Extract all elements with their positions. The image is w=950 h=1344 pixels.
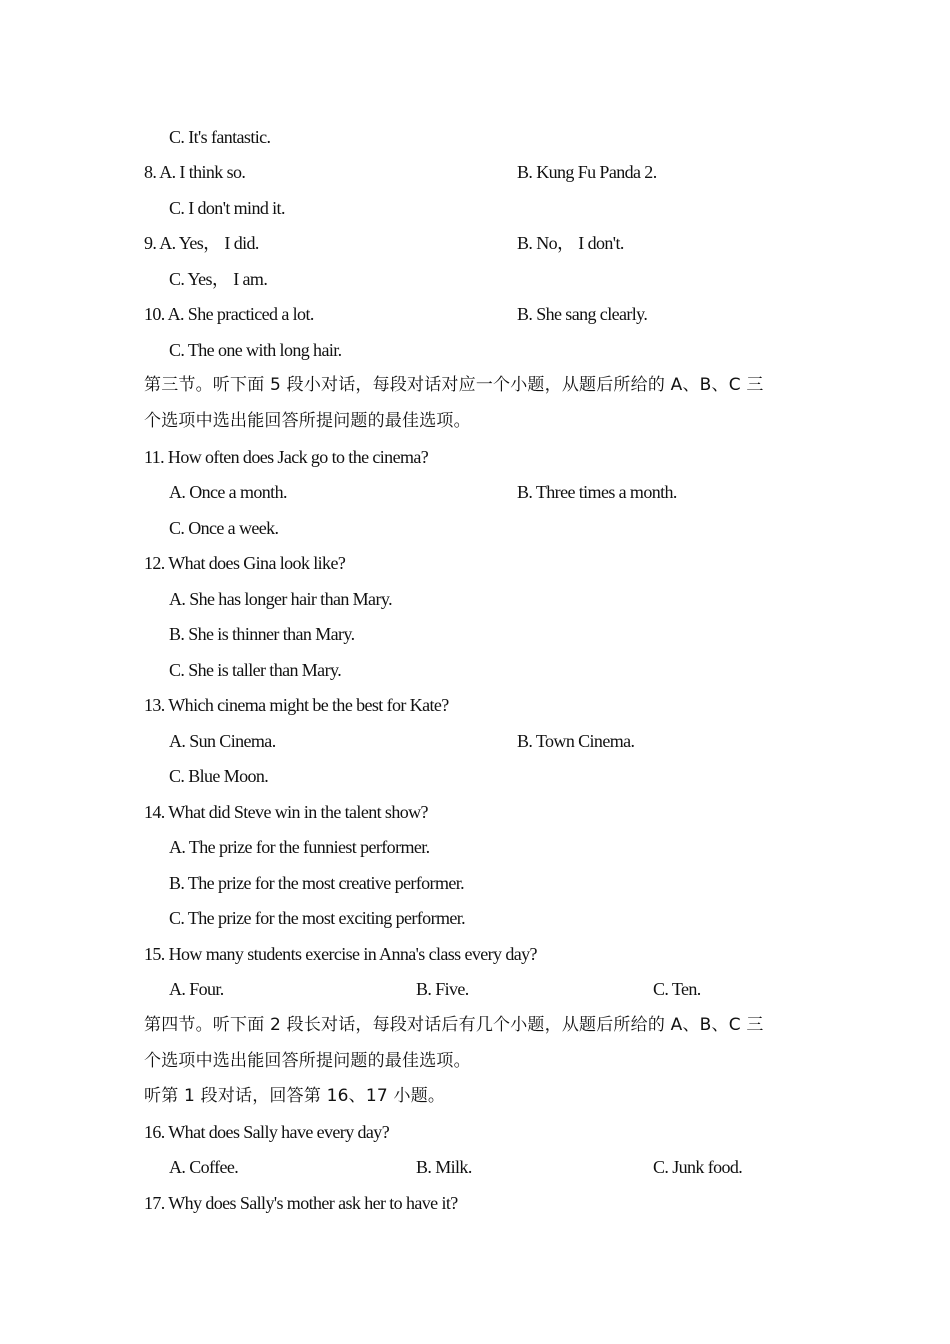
q13-question: 13. Which cinema might be the best for Kate? bbox=[144, 695, 449, 715]
q14-option-c: C. The prize for the most exciting performer. bbox=[169, 908, 466, 928]
q13-option-c: C. Blue Moon. bbox=[169, 766, 269, 786]
q8-option-a: 8. A. I think so. bbox=[144, 162, 246, 182]
q14-option-b: B. The prize for the most creative performer. bbox=[169, 873, 465, 893]
dialogue1-instruction: 听第 1 段对话，回答第 16、17 小题。 bbox=[144, 1086, 446, 1106]
q16-option-c: C. Junk food. bbox=[653, 1157, 743, 1177]
q7-option-c: C. It's fantastic. bbox=[169, 127, 271, 147]
q12-option-c: C. She is taller than Mary. bbox=[169, 660, 342, 680]
q8-option-c: C. I don't mind it. bbox=[169, 198, 285, 218]
q9-option-a: 9. A. Yes， I did. bbox=[144, 233, 259, 253]
q10-option-c: C. The one with long hair. bbox=[169, 340, 342, 360]
q15-option-a: A. Four. bbox=[169, 979, 224, 999]
q16-option-a: A. Coffee. bbox=[169, 1157, 239, 1177]
q9-option-b: B. No， I don't. bbox=[517, 233, 624, 253]
q13-option-b: B. Town Cinema. bbox=[517, 731, 635, 751]
section4-instructions-line2: 个选项中选出能回答所提问题的最佳选项。 bbox=[144, 1051, 471, 1071]
q10-option-b: B. She sang clearly. bbox=[517, 304, 648, 324]
section3-instructions-line2: 个选项中选出能回答所提问题的最佳选项。 bbox=[144, 411, 471, 431]
q8-option-b: B. Kung Fu Panda 2. bbox=[517, 162, 657, 182]
q10-option-a: 10. A. She practiced a lot. bbox=[144, 304, 314, 324]
q14-question: 14. What did Steve win in the talent show? bbox=[144, 802, 428, 822]
q13-option-a: A. Sun Cinema. bbox=[169, 731, 276, 751]
section3-instructions-line1: 第三节。听下面 5 段小对话，每段对话对应一个小题，从题后所给的 A、B、C 三 bbox=[144, 375, 764, 395]
q15-question: 15. How many students exercise in Anna's class every day? bbox=[144, 944, 537, 964]
q15-option-c: C. Ten. bbox=[653, 979, 701, 999]
q12-question: 12. What does Gina look like? bbox=[144, 553, 346, 573]
q12-option-a: A. She has longer hair than Mary. bbox=[169, 589, 392, 609]
q16-option-b: B. Milk. bbox=[416, 1157, 472, 1177]
q11-option-b: B. Three times a month. bbox=[517, 482, 677, 502]
q17-question: 17. Why does Sally's mother ask her to have it? bbox=[144, 1193, 458, 1213]
q16-question: 16. What does Sally have every day? bbox=[144, 1122, 390, 1142]
q9-option-c: C. Yes， I am. bbox=[169, 269, 268, 289]
section4-instructions-line1: 第四节。听下面 2 段长对话，每段对话后有几个小题，从题后所给的 A、B、C 三 bbox=[144, 1015, 764, 1035]
q11-option-c: C. Once a week. bbox=[169, 518, 279, 538]
q12-option-b: B. She is thinner than Mary. bbox=[169, 624, 355, 644]
q11-option-a: A. Once a month. bbox=[169, 482, 287, 502]
q14-option-a: A. The prize for the funniest performer. bbox=[169, 837, 430, 857]
q15-option-b: B. Five. bbox=[416, 979, 469, 999]
q11-question: 11. How often does Jack go to the cinema? bbox=[144, 447, 429, 467]
